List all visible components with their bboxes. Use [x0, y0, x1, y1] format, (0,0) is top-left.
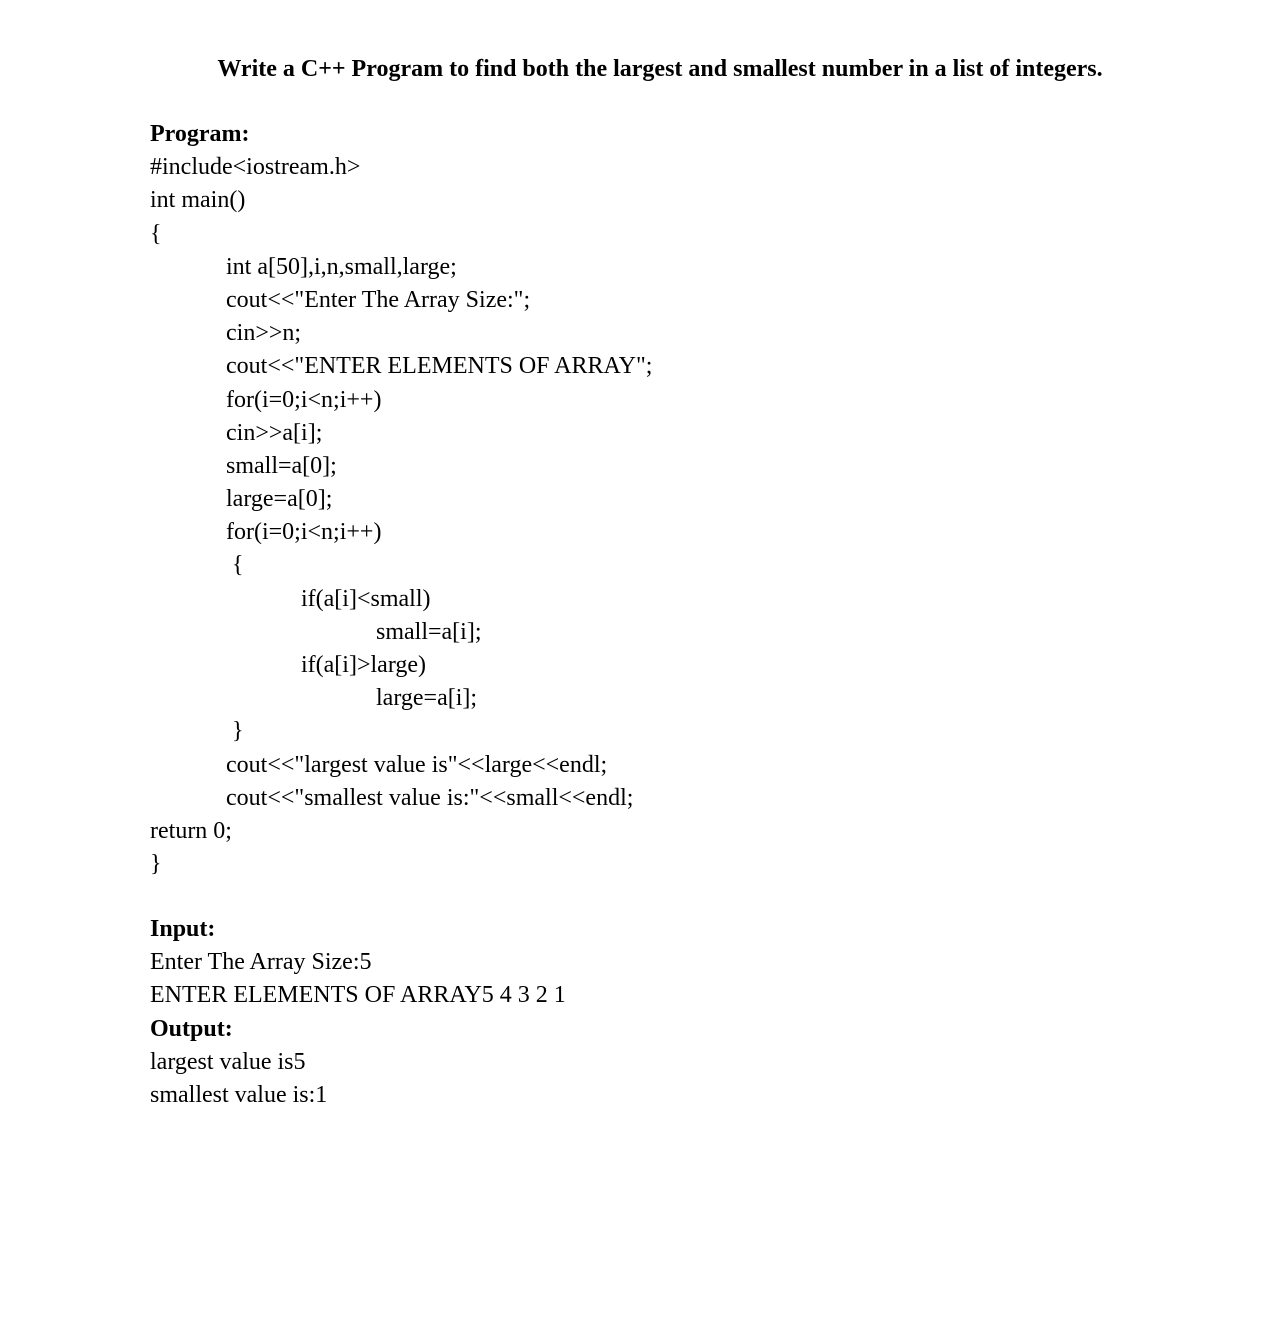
output-section: [150, 1013, 327, 1113]
code-line: if(a[i]<small): [301, 585, 431, 612]
code-line: cout<<"smallest value is:"<<small<<endl;: [226, 784, 634, 811]
code-line: int a[50],i,n,small,large;: [226, 253, 457, 280]
program-section: [150, 118, 652, 881]
code-line: small=a[i];: [376, 618, 482, 645]
code-line: }: [150, 851, 162, 878]
code-line: return 0;: [150, 817, 232, 844]
input-heading: Input:: [150, 916, 216, 942]
output-heading: Output:: [150, 1016, 233, 1042]
code-line: large=a[0];: [226, 486, 333, 513]
code-line: {: [150, 220, 162, 247]
code-line: #include<iostream.h>: [150, 154, 361, 181]
code-line: cout<<"largest value is"<<large<<endl;: [226, 751, 608, 778]
code-line: for(i=0;i<n;i++): [226, 386, 382, 413]
program-heading: Program:: [150, 121, 250, 147]
code-line: }: [232, 718, 244, 745]
code-line: {: [232, 552, 244, 579]
input-section: [150, 913, 566, 1013]
code-line: cout<<"ENTER ELEMENTS OF ARRAY";: [226, 353, 653, 380]
input-line: Enter The Array Size:5: [150, 949, 372, 976]
code-line: if(a[i]>large): [301, 652, 427, 678]
code-line: cin>>a[i];: [226, 419, 323, 446]
code-line: cin>>n;: [226, 320, 302, 347]
code-line: cout<<"Enter The Array Size:";: [226, 286, 531, 313]
output-line: smallest value is:1: [150, 1082, 328, 1109]
code-line: int main(): [150, 187, 246, 214]
document-title: Write a C++ Program to find both the largest and smallest number in a list of integers.: [217, 56, 1103, 82]
code-line: small=a[0];: [226, 452, 337, 479]
input-line: ENTER ELEMENTS OF ARRAY5 4 3 2 1: [150, 982, 566, 1009]
code-line: large=a[i];: [376, 685, 478, 712]
code-line: for(i=0;i<n;i++): [226, 519, 382, 546]
output-line: largest value is5: [150, 1049, 306, 1076]
